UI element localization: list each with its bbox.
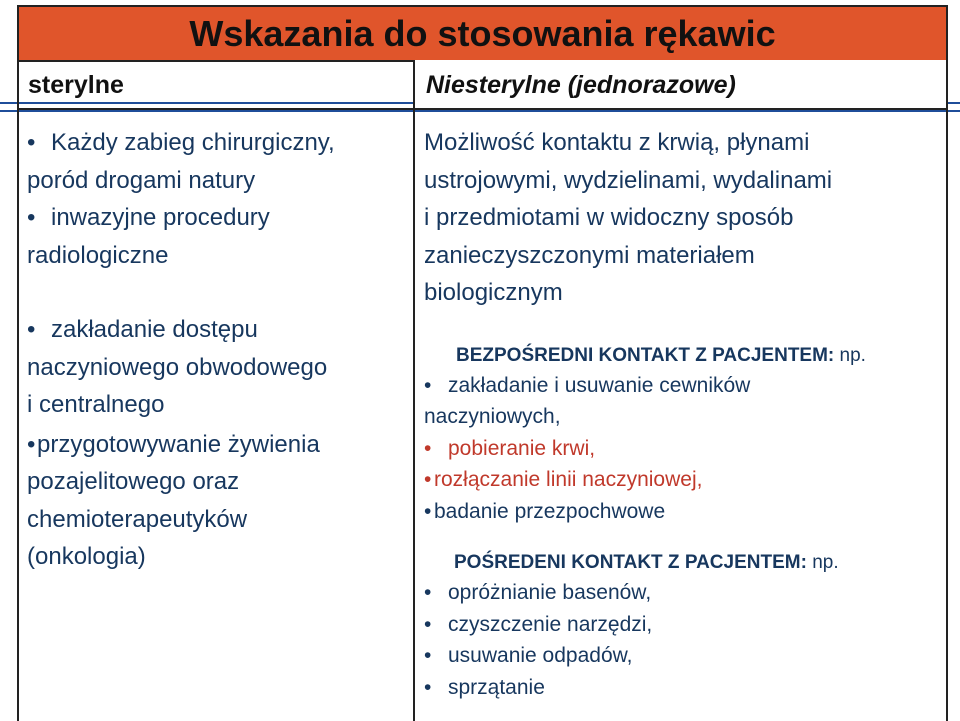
list-item: usuwanie odpadów,: [448, 644, 633, 667]
bullet: •: [27, 316, 36, 343]
nonsterile-indications: [424, 124, 944, 703]
header-divider: [17, 108, 948, 110]
intro-line: ustrojowymi, wydzielinami, wydalinami: [424, 166, 833, 194]
intro-line: i przedmiotami w widoczny sposób: [424, 204, 794, 231]
section-heading: [424, 549, 944, 577]
list-item-text: radiologiczne: [27, 241, 169, 269]
list: • zakładanie i usuwanie cewników naczyniowych, • pobieranie krwi, • rozłączanie linii naczyniowej, • badanie przezpochwowe: [424, 370, 944, 528]
list-item-text: naczyniowego obwodowego: [27, 353, 328, 381]
bullet: •: [27, 204, 36, 231]
sterile-indications: [27, 124, 407, 576]
list-item-text: pozajelitowego oraz: [27, 468, 240, 495]
section-heading-text: BEZPOŚREDNI KONTAKT Z PACJENTEM:: [456, 344, 835, 366]
list-item-text: przygotowywanie żywienia: [37, 430, 320, 458]
bullet: •: [27, 129, 36, 156]
slide-title: Wskazania do stosowania rękawic: [189, 13, 776, 54]
intro-text: [424, 124, 944, 312]
list-item: opróżnianie basenów,: [448, 581, 652, 604]
bullet: •: [27, 430, 36, 458]
column-header-sterile: sterylne: [17, 60, 415, 110]
list-item: badanie przezpochwowe: [434, 499, 666, 523]
list-item: pobieranie krwi,: [448, 436, 596, 460]
section-heading-text: POŚREDENI KONTAKT Z PACJENTEM:: [454, 552, 807, 573]
list-item-text: Każdy zabieg chirurgiczny,: [51, 129, 335, 156]
indirect-contact-section: [424, 549, 944, 703]
list-item-text: chemioterapeutyków: [27, 505, 248, 533]
section-heading: [424, 342, 944, 370]
section-heading-tail: np.: [834, 344, 866, 366]
list-item-text: i centralnego: [27, 391, 165, 418]
intro-line: Możliwość kontaktu z krwią, płynami: [424, 129, 810, 156]
direct-contact-section: [424, 342, 944, 528]
list-item-text: inwazyjne procedury: [51, 204, 270, 231]
list-item: sprzątanie: [448, 675, 545, 699]
list-item-text: poród drogami natury: [27, 166, 256, 194]
list-item: czyszczenie narzędzi,: [448, 612, 653, 636]
list-item: [27, 426, 407, 576]
column-header-nonsterile: Niesterylne (jednorazowe): [413, 60, 948, 110]
intro-line: biologicznym: [424, 279, 563, 306]
intro-line: zanieczyszczonymi materiałem: [424, 241, 755, 269]
list-item: [27, 124, 407, 199]
list-item: [27, 199, 407, 274]
list-item: naczyniowych,: [424, 405, 561, 428]
column-divider: [413, 110, 415, 721]
list-item-text: (onkologia): [27, 543, 146, 570]
list: • opróżnianie basenów, • czyszczenie narzędzi, • usuwanie odpadów, • sprzątanie: [424, 581, 653, 699]
list-item: [27, 311, 407, 424]
section-heading-tail: np.: [806, 552, 839, 573]
list-item: rozłączanie linii naczyniowej,: [434, 468, 703, 491]
list-item-text: zakładanie dostępu: [51, 316, 258, 343]
list-item: zakładanie i usuwanie cewników: [448, 373, 751, 397]
